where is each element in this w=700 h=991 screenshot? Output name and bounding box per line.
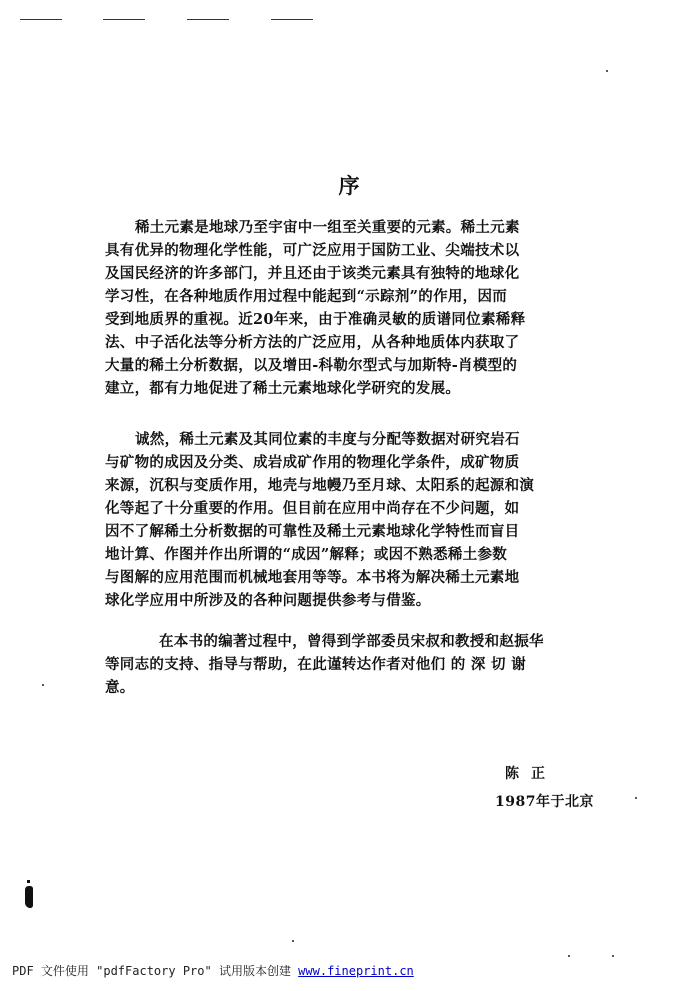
text-line: 因不了解稀土分析数据的可靠性及稀土元素地球化学特性而盲目: [105, 523, 520, 540]
scan-speck: [292, 940, 294, 942]
text-line: 具有优异的物理化学性能，可广泛应用于国防工业、尖端技术以: [105, 242, 520, 259]
text-line: 大量的稀土分析数据，以及增田-科勒尔型式与加斯特-肖模型的: [105, 357, 518, 374]
pdf-footer: [12, 962, 414, 979]
text-line: 法、中子活化法等分析方法的广泛应用，从各种地质体内获取了: [105, 334, 520, 351]
text-line: 地计算、作图并作出所谓的“成因”解释；或因不熟悉稀土参数: [105, 546, 508, 563]
footer-link[interactable]: www.fineprint.cn: [298, 964, 414, 978]
top-rule-2: [103, 19, 145, 20]
page-title: 序: [338, 173, 362, 198]
text-line: 在本书的编著过程中，曾得到学部委员宋叔和教授和赵振华: [159, 633, 544, 650]
scan-speck: [42, 684, 44, 686]
text-line: 及国民经济的许多部门，并且还由于该类元素具有独特的地球化: [105, 265, 520, 282]
binding-hole-mark: [25, 886, 33, 908]
text-line: 稀土元素是地球乃至宇宙中一组至关重要的元素。稀土元素: [135, 219, 520, 236]
signature-date: 1987年于北京: [495, 794, 594, 810]
scan-speck: [635, 797, 637, 799]
text-line: 与图解的应用范围而机械地套用等等。本书将为解决稀土元素地: [105, 569, 520, 586]
text-line: 与矿物的成因及分类、成岩成矿作用的物理化学条件，成矿物质: [105, 454, 520, 471]
scan-speck: [612, 955, 614, 957]
text-line: 化等起了十分重要的作用。但目前在应用中尚存在不少问题，如: [105, 500, 520, 517]
text-line: 等同志的支持、指导与帮助，在此谨转达作者对他们 的 深 切 谢: [105, 656, 526, 673]
scan-speck: [568, 955, 570, 957]
text-line: 诚然，稀土元素及其同位素的丰度与分配等数据对研究岩石: [135, 431, 520, 448]
text-line: 受到地质界的重视。近20年来，由于准确灵敏的质谱同位素稀释: [105, 311, 526, 328]
text-line: 建立，都有力地促进了稀土元素地球化学研究的发展。: [105, 380, 461, 397]
scan-speck: [27, 880, 30, 883]
text-line: 球化学应用中所涉及的各种问题提供参考与借鉴。: [105, 592, 431, 609]
text-line: 意。: [105, 679, 135, 696]
text-line: 来源，沉积与变质作用，地壳与地幔乃至月球、太阳系的起源和演: [105, 477, 535, 494]
footer-text: PDF 文件使用 "pdfFactory Pro" 试用版本创建: [12, 964, 299, 978]
scan-speck: [606, 70, 608, 72]
author-signature: 陈正: [505, 766, 557, 782]
top-rule-1: [20, 19, 62, 20]
top-rule-4: [271, 19, 313, 20]
top-rule-3: [187, 19, 229, 20]
text-line: 学习性，在各种地质作用过程中能起到“示踪剂”的作用，因而: [105, 288, 508, 305]
